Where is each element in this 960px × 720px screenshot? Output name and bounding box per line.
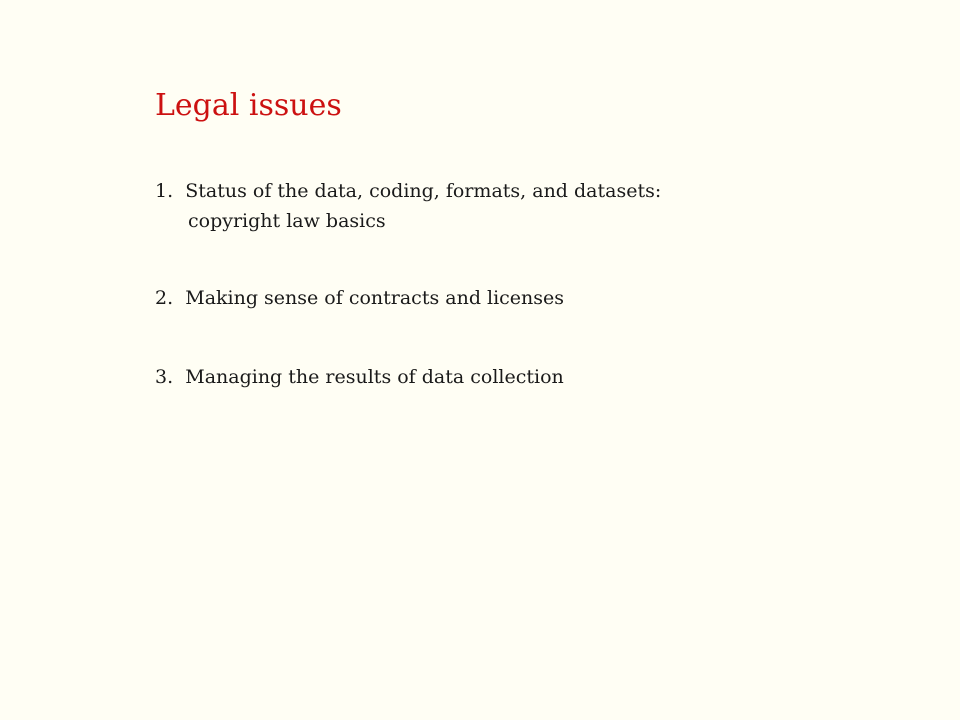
list-item-line — [155, 283, 855, 313]
list-item — [155, 362, 855, 392]
list-item-number: 3. — [155, 366, 174, 388]
list-item-line — [155, 176, 855, 206]
list-item-text: Making sense of contracts and licenses — [185, 287, 565, 309]
list-item-number: 2. — [155, 287, 174, 309]
list-item-continuation: copyright law basics — [188, 210, 386, 232]
list-item-text: Status of the data, coding, formats, and datasets: — [185, 180, 662, 202]
list-item-text: Managing the results of data collection — [185, 366, 564, 388]
list-item — [155, 176, 855, 236]
slide-title: Legal issues — [155, 88, 342, 123]
list-item-number: 1. — [155, 180, 174, 202]
list-item — [155, 283, 855, 313]
list-item-line — [155, 362, 855, 392]
